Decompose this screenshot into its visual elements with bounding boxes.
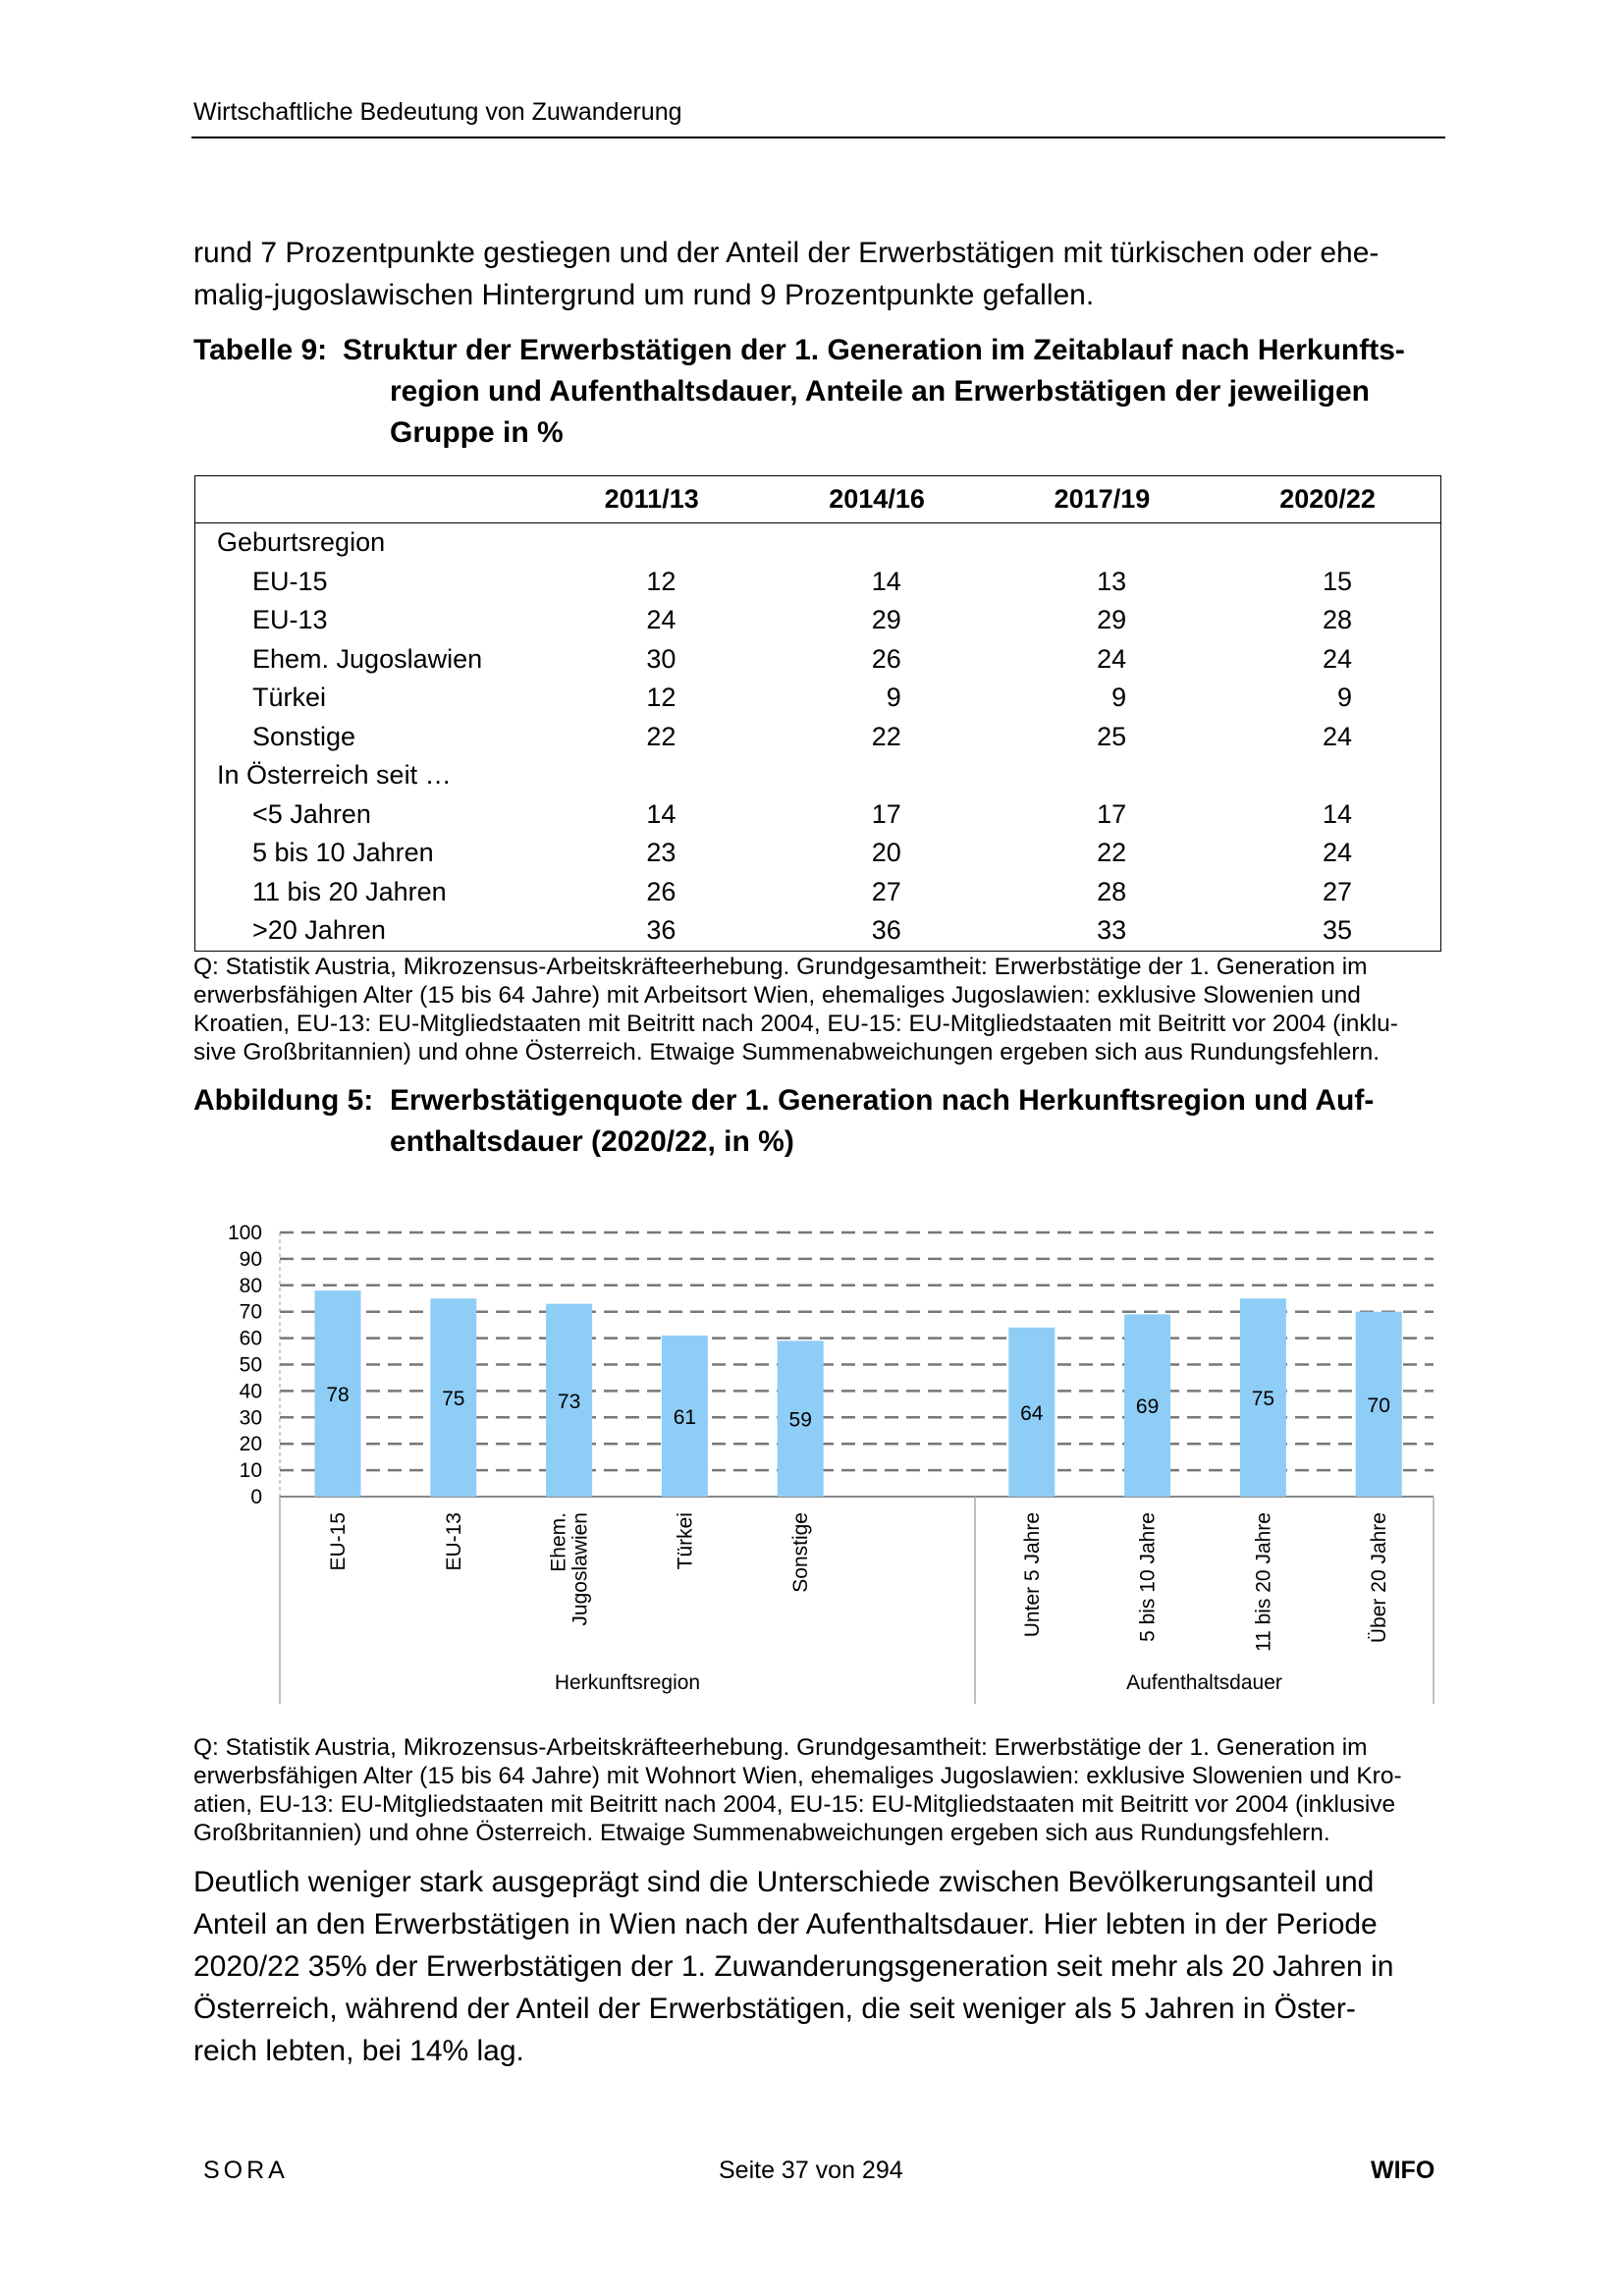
table-cell: 36 <box>646 915 677 946</box>
table-cell: 13 <box>1097 566 1127 596</box>
text-line: Deutlich weniger stark ausgeprägt sind die Unterschiede zwischen Bevölkerungsanteil und <box>193 1866 1375 1898</box>
x-tick-label: Sonstige <box>789 1512 813 1593</box>
y-tick-label: 40 <box>239 1380 262 1403</box>
data-label: 59 <box>788 1408 812 1432</box>
table-cell: 35 <box>1322 915 1352 946</box>
row-label: Sonstige <box>252 721 356 751</box>
row-label: EU-15 <box>252 566 328 596</box>
page-number: Seite 37 von 294 <box>719 2157 903 2184</box>
table-cell: 12 <box>646 566 677 596</box>
table-cell: 12 <box>646 683 677 713</box>
data-label: 69 <box>1135 1395 1160 1419</box>
column-header: 2017/19 <box>990 476 1215 523</box>
table-cell: 24 <box>1097 643 1127 674</box>
table-cell: 22 <box>1097 838 1127 868</box>
x-tick-label: 5 bis 10 Jahre <box>1136 1512 1160 1642</box>
data-label: 75 <box>442 1388 465 1411</box>
y-tick-label: 70 <box>239 1300 262 1324</box>
table-cell: 24 <box>1322 721 1352 751</box>
note-line: Q: Statistik Austria, Mikrozensus-Arbeitskräfteerhebung. Grundgesamtheit: Erwerbstätige der 1. Generation im <box>193 1734 1368 1761</box>
x-tick-label: Ehem. <box>547 1512 570 1572</box>
y-tick-label: 0 <box>250 1486 262 1508</box>
table-cell: 26 <box>646 876 677 906</box>
group-label: Aufenthaltsdauer <box>1126 1671 1282 1694</box>
table-caption-label: Tabelle 9: <box>193 334 328 366</box>
note-line: erwerbsfähigen Alter (15 bis 64 Jahre) mit Wohnort Wien, ehemaliges Jugoslawien: exklusive Slowenien und Kro- <box>193 1763 1402 1789</box>
table-cell: 29 <box>871 605 901 635</box>
y-tick-label: 10 <box>239 1459 262 1483</box>
y-tick-label: 80 <box>239 1274 262 1297</box>
column-header: 2020/22 <box>1215 476 1440 523</box>
table-cell: 26 <box>871 643 901 674</box>
text-line: reich lebten, bei 14% lag. <box>193 2035 524 2067</box>
y-tick-label: 50 <box>239 1353 262 1377</box>
table-cell: 14 <box>1322 798 1352 829</box>
x-tick-label: EU-13 <box>442 1512 465 1571</box>
x-tick-label: Jugoslawien <box>568 1512 592 1626</box>
y-tick-label: 90 <box>239 1247 262 1271</box>
table-cell: 20 <box>871 838 901 868</box>
table-cell: 14 <box>871 566 901 596</box>
data-label: 61 <box>673 1405 697 1429</box>
table-cell: 25 <box>1097 721 1127 751</box>
table-caption-line: Gruppe in % <box>390 416 564 449</box>
row-label: 11 bis 20 Jahren <box>252 876 447 906</box>
note-line: erwerbsfähigen Alter (15 bis 64 Jahre) mit Arbeitsort Wien, ehemaliges Jugoslawien: exklusive Slowenien und <box>193 982 1361 1009</box>
table-cell: 33 <box>1097 915 1127 946</box>
data-label: 78 <box>326 1384 350 1407</box>
x-tick-label: 11 bis 20 Jahre <box>1252 1512 1275 1653</box>
text-line: 2020/22 35% der Erwerbstätigen der 1. Zuwanderungsgeneration seit mehr als 20 Jahren in <box>193 1950 1394 1983</box>
group-label: Herkunftsregion <box>554 1671 701 1694</box>
row-label: Ehem. Jugoslawien <box>252 643 483 674</box>
table-cell: 29 <box>1097 605 1127 635</box>
table-cell: 30 <box>646 643 677 674</box>
table-cell: 22 <box>646 721 677 751</box>
table-cell: 24 <box>1322 643 1352 674</box>
table-cell: 23 <box>646 838 677 868</box>
table-cell: 28 <box>1322 605 1352 635</box>
table-caption-line: Struktur der Erwerbstätigen der 1. Generation im Zeitablauf nach Herkunfts- <box>343 334 1405 366</box>
data-label: 64 <box>1020 1401 1044 1425</box>
footer-logo-wifo: WIFO <box>1371 2157 1435 2184</box>
note-line: sive Großbritannien) und ohne Österreich. Etwaige Summenabweichungen ergeben sich aus Rundungsfehlern. <box>193 1039 1380 1066</box>
table-cell: 9 <box>1111 683 1127 713</box>
note-line: Großbritannien) und ohne Österreich. Etwaige Summenabweichungen ergeben sich aus Rundungsfehlern. <box>193 1820 1330 1846</box>
row-label: 5 bis 10 Jahren <box>252 838 434 868</box>
data-label: 73 <box>557 1390 581 1413</box>
running-header: Wirtschaftliche Bedeutung von Zuwanderung <box>193 98 682 126</box>
data-label: 70 <box>1367 1394 1390 1417</box>
figure-caption-line: Erwerbstätigenquote der 1. Generation nach Herkunftsregion und Auf- <box>390 1084 1375 1117</box>
table-cell: 27 <box>1322 876 1352 906</box>
table-cell: 9 <box>1336 683 1352 713</box>
row-label: EU-13 <box>252 605 328 635</box>
column-header: 2011/13 <box>539 476 764 523</box>
table-cell: 17 <box>871 798 901 829</box>
y-tick-label: 20 <box>239 1433 262 1456</box>
x-tick-label: Über 20 Jahre <box>1368 1512 1391 1644</box>
table-cell: 27 <box>871 876 901 906</box>
row-label: >20 Jahren <box>252 915 386 946</box>
table-cell: 36 <box>871 915 901 946</box>
row-label: Geburtsregion <box>217 527 386 558</box>
text-line: rund 7 Prozentpunkte gestiegen und der Anteil der Erwerbstätigen mit türkischen oder ehe- <box>193 237 1380 269</box>
row-label: <5 Jahren <box>252 798 371 829</box>
table-cell: 14 <box>646 798 677 829</box>
text-line: malig-jugoslawischen Hintergrund um rund 9 Prozentpunkte gefallen. <box>193 279 1095 311</box>
table-cell: 22 <box>871 721 901 751</box>
data-label: 75 <box>1251 1388 1275 1411</box>
closing-paragraph <box>193 1861 1393 2072</box>
table-cell: 28 <box>1097 876 1127 906</box>
row-label: In Österreich seit … <box>217 760 452 791</box>
table-cell: 24 <box>1322 838 1352 868</box>
row-label: Türkei <box>252 683 327 713</box>
footer-logo-sora: SORA <box>203 2157 289 2184</box>
table-cell: 17 <box>1097 798 1127 829</box>
table-caption-line: region und Aufenthaltsdauer, Anteile an Erwerbstätigen der jeweiligen <box>390 375 1370 408</box>
text-line: Anteil an den Erwerbstätigen in Wien nach der Aufenthaltsdauer. Hier lebten in der Periode <box>193 1908 1378 1941</box>
x-tick-label: EU-15 <box>327 1512 350 1571</box>
y-tick-label: 100 <box>227 1222 262 1244</box>
x-tick-label: Unter 5 Jahre <box>1020 1512 1044 1638</box>
note-line: Kroatien, EU-13: EU-Mitgliedstaaten mit Beitritt nach 2004, EU-15: EU-Mitgliedstaaten mit Beitritt vor 2004 (inklu- <box>193 1011 1398 1037</box>
column-header: 2014/16 <box>764 476 989 523</box>
figure-caption-line: enthaltsdauer (2020/22, in %) <box>390 1125 794 1158</box>
note-line: Q: Statistik Austria, Mikrozensus-Arbeitskräfteerhebung. Grundgesamtheit: Erwerbstätige der 1. Generation im <box>193 954 1368 980</box>
text-line: Österreich, während der Anteil der Erwerbstätigen, die seit weniger als 5 Jahren in Öster- <box>193 1993 1356 2025</box>
table-cell: 24 <box>646 605 677 635</box>
note-line: atien, EU-13: EU-Mitgliedstaaten mit Beitritt nach 2004, EU-15: EU-Mitgliedstaaten mit Beitritt vor 2004 (inklusive <box>193 1791 1396 1818</box>
figure-caption-label: Abbildung 5: <box>193 1084 374 1117</box>
table-cell: 9 <box>886 683 901 713</box>
y-tick-label: 30 <box>239 1406 262 1430</box>
y-tick-label: 60 <box>239 1327 262 1350</box>
table-cell: 15 <box>1322 566 1352 596</box>
x-tick-label: Türkei <box>674 1512 697 1570</box>
figure-source-note <box>193 1733 1402 1847</box>
